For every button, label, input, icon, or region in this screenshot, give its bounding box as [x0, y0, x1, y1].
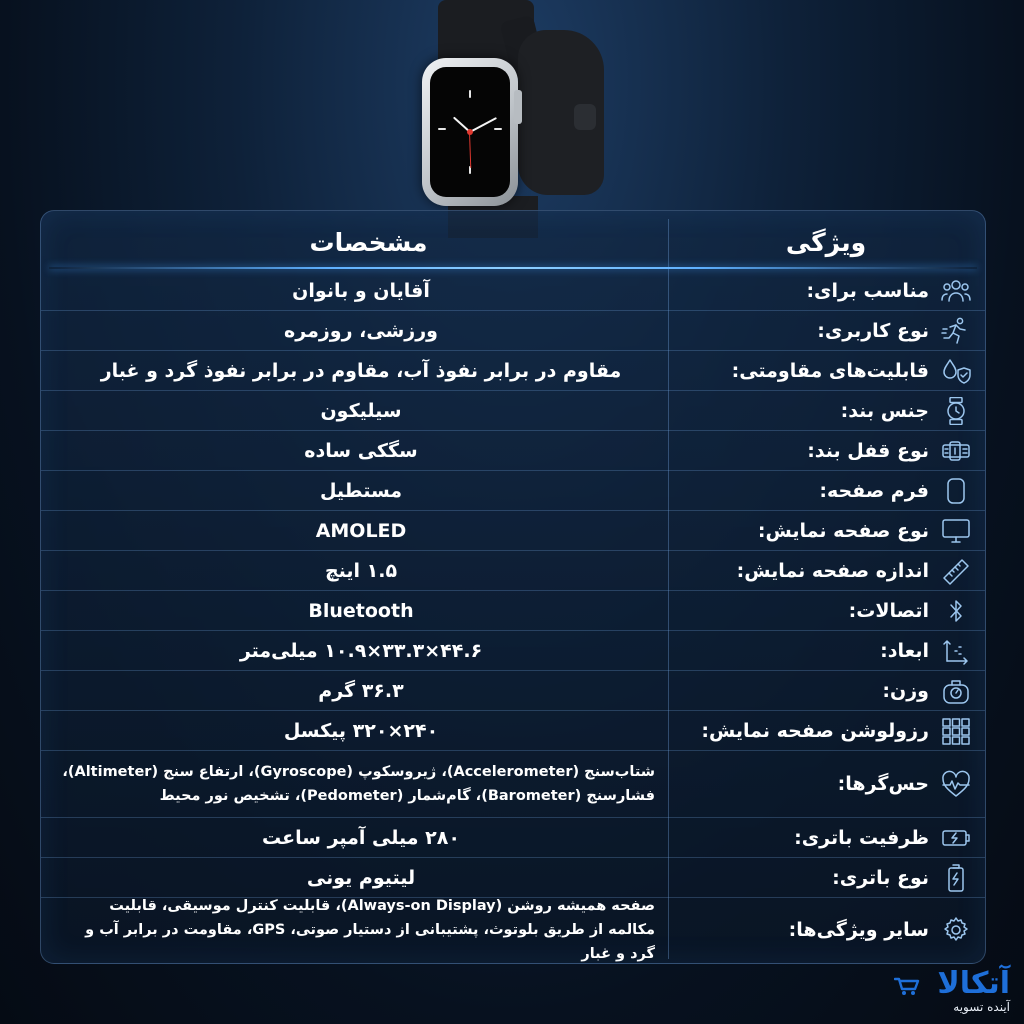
watch-icon [941, 397, 971, 425]
spec-table [40, 210, 986, 964]
row-value: ۱.۵ اینچ [324, 559, 398, 582]
gear-icon [941, 916, 971, 944]
watch-strap-side [518, 30, 604, 195]
buckle-icon [941, 437, 971, 465]
table-row [41, 311, 985, 351]
bluetooth-icon [941, 597, 971, 625]
row-value: ۳۶.۳ گرم [318, 679, 404, 702]
watch-case [422, 58, 518, 206]
runner-icon [941, 317, 971, 345]
brand-logo [888, 966, 1016, 1018]
users-icon [941, 277, 971, 305]
row-label: نوع باتری: [832, 866, 929, 889]
row-value: سیلیکون [320, 399, 402, 422]
logo-mark: آتکالا [937, 966, 1010, 1001]
table-row [41, 271, 985, 311]
row-value: ۲۸۰ میلی آمپر ساعت [262, 826, 460, 849]
row-label: نوع صفحه نمایش: [757, 519, 929, 542]
row-value: ورزشی، روزمره [284, 319, 438, 342]
table-row [41, 591, 985, 631]
table-row [41, 471, 985, 511]
row-value: شتاب‌سنج (Accelerometer)، ژیروسکوپ (Gyroscope)، ارتفاع سنج (Altimeter)، فشارسنج (Barometer)، گام‌شمار (Pedometer)، تشخیص نور محیط [62, 764, 655, 804]
row-value: سگکی ساده [304, 439, 418, 462]
table-row [41, 858, 985, 898]
table-row [41, 898, 985, 962]
row-label: مناسب برای: [806, 279, 929, 302]
row-label: نوع قفل بند: [807, 439, 929, 462]
dimensions-icon [941, 637, 971, 665]
table-row [41, 671, 985, 711]
battery-charging-icon [941, 824, 971, 852]
second-hand [469, 132, 471, 168]
watch-screen [430, 67, 510, 197]
row-label: سایر ویژگی‌ها: [788, 919, 929, 941]
row-label: نوع کاربری: [817, 319, 929, 342]
table-row [41, 391, 985, 431]
table-row [41, 511, 985, 551]
row-value: مستطیل [319, 479, 403, 502]
row-value: آقایان و بانوان [292, 279, 430, 302]
ruler-icon [941, 557, 971, 585]
table-row [41, 431, 985, 471]
row-label: رزولوشن صفحه نمایش: [701, 719, 929, 742]
table-row [41, 351, 985, 391]
row-value: AMOLED [315, 519, 407, 542]
header-feature: ویژگی [785, 228, 867, 257]
logo-tagline: آینده تسویه [953, 1000, 1010, 1014]
row-label: جنس بند: [840, 399, 929, 422]
row-value: ۲۴۰×۳۲۰ پیکسل [283, 719, 439, 742]
row-label: اندازه صفحه نمایش: [736, 559, 929, 582]
table-row [41, 551, 985, 591]
table-row [41, 631, 985, 671]
row-value: لیتیوم یونی [306, 866, 416, 889]
water-drop-shield-icon [941, 357, 971, 385]
row-value: مقاوم در برابر نفوذ آب، مقاوم در برابر نفوذ گرد و غبار [100, 359, 622, 382]
spec-rows [41, 271, 985, 962]
row-value: ۴۴.۶×۳۳.۳×۱۰.۹ میلی‌متر [239, 639, 483, 662]
table-row [41, 751, 985, 818]
table-row [41, 711, 985, 751]
heart-pulse-icon [941, 770, 971, 798]
row-label: ظرفیت باتری: [794, 826, 929, 849]
row-label: قابلیت‌های مقاومتی: [731, 359, 929, 382]
scale-icon [941, 677, 971, 705]
grid-icon [941, 717, 971, 745]
row-value: Bluetooth [308, 599, 414, 622]
header-glow-line [49, 267, 977, 269]
row-label: وزن: [882, 679, 929, 702]
watch-dial [438, 90, 502, 174]
row-label: اتصالات: [848, 599, 929, 622]
minute-hand [470, 117, 497, 133]
battery-icon [941, 864, 971, 892]
cart-icon [894, 976, 920, 996]
row-label: فرم صفحه: [819, 479, 929, 502]
rectangle-screen-icon [941, 477, 971, 505]
smartwatch-image [400, 0, 620, 238]
monitor-icon [941, 517, 971, 545]
table-row [41, 818, 985, 858]
row-label: حس‌گرها: [837, 773, 929, 795]
header-spec: مشخصات [309, 228, 428, 257]
row-label: ابعاد: [880, 639, 929, 662]
watch-crown [514, 90, 522, 124]
row-value: صفحه همیشه روشن (Always-on Display)، قابلیت کنترل موسیقی، قابلیت مکالمه از طریق بلوتوث، پشتیبانی از دستیار صوتی، GPS، مقاومت در برابر آب و گرد و غبار [85, 898, 655, 962]
